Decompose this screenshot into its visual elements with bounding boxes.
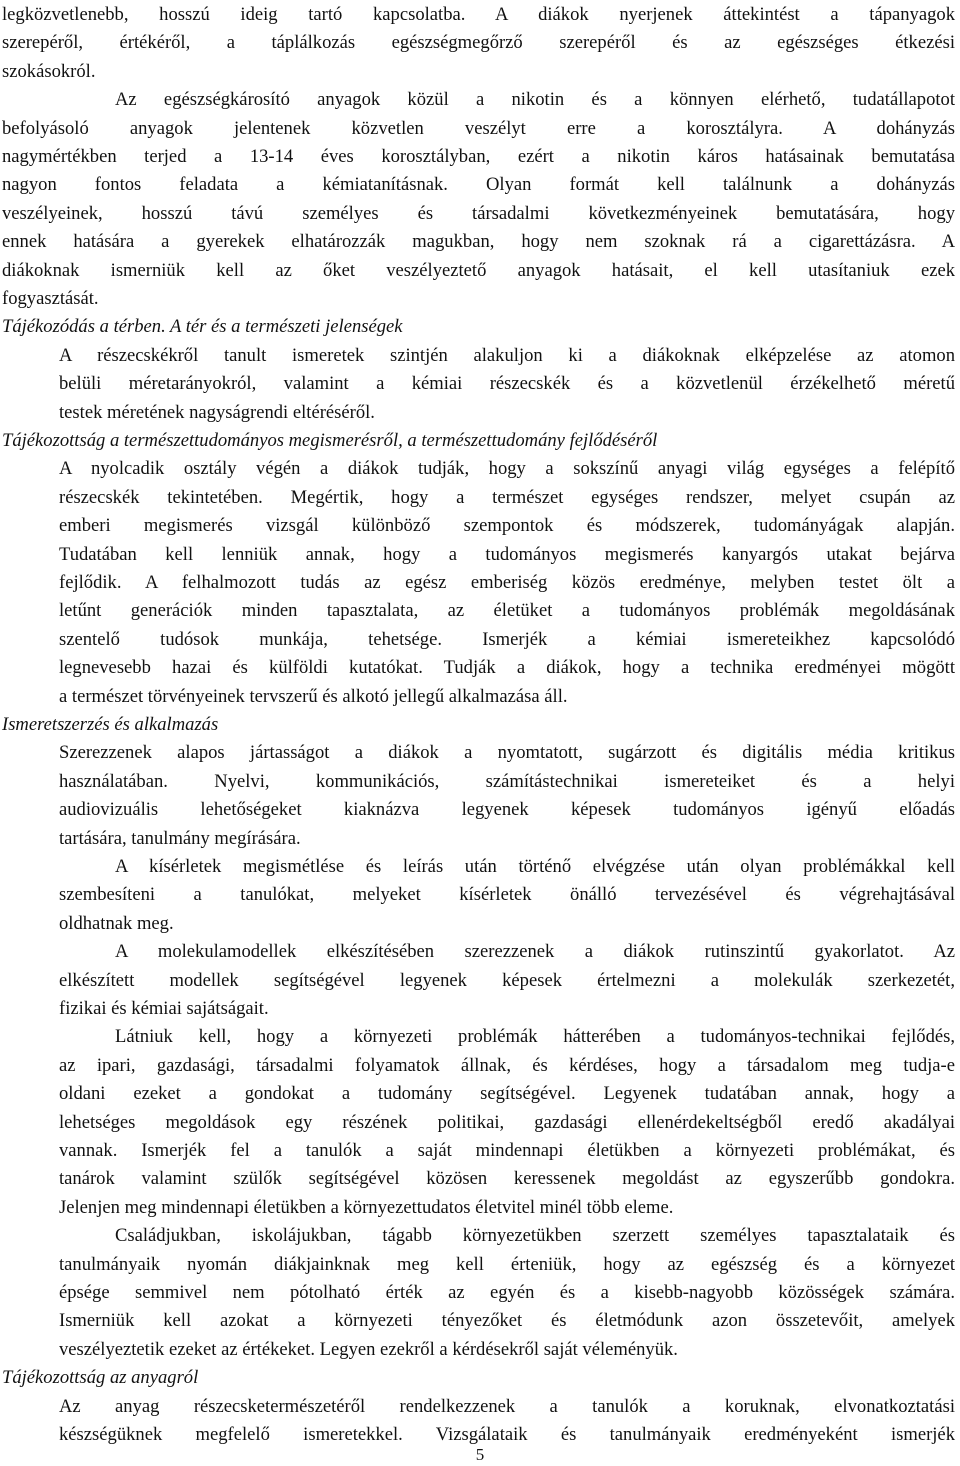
section-heading: Tájékozódás a térben. A tér és a természeti jelenségek — [2, 316, 403, 338]
text-line: belüli méretarányokról, valamint a kémiai részecskék és a közvetlenül érzékelhető méretű — [59, 373, 955, 395]
text-line: a természet törvényeinek tervszerű és alkotó jellegű alkalmazása áll. — [59, 685, 568, 707]
text-line: diákoknak ismerniük kell az őket veszélyeztető anyagok hatásait, el kell utasítaniuk ezek — [2, 259, 955, 281]
text-line: elkészített modellek segítségével legyenek képesek értelmezni a molekulák szerkezetét, — [59, 969, 955, 991]
text-line: oldani ezeket a gondokat a tudomány segítségével. Legyenek tudatában annak, hogy a — [59, 1083, 955, 1105]
text-line: szerepéről, értékéről, a táplálkozás egészségmegőrző szerepéről és az egészséges étkezési — [2, 32, 955, 54]
text-line: készségüknek megfelelő ismeretekkel. Vizsgálataik és tanulmányaik eredményeként ismerjék — [59, 1424, 955, 1445]
text-line: épsége semmivel nem pótolható érték az egyén és a kisebb-nagyobb közösségek számára. — [59, 1282, 955, 1303]
text-line: szokásokról. — [2, 60, 96, 82]
text-line: szembesíteni a tanulókat, melyeket kísérletek önálló tervezésével és végrehajtásával — [59, 884, 955, 906]
text-line: fizikai és kémiai sajátságait. — [59, 998, 269, 1019]
text-line: Tudatában kell lenniük annak, hogy a tudományos megismerés kanyargós utakat bejárva — [59, 543, 955, 565]
text-line: legközvetlenebb, hosszú ideig tartó kapcsolatba. A diákok nyerjenek áttekintést a tápanyagok — [2, 4, 955, 25]
text-line: Családjukban, iskolájukban, tágabb környezetükben szerzett személyes tapasztalataik és — [115, 1225, 955, 1247]
text-line: használatában. Nyelvi, kommunikációs, számítástechnikai ismereteiket és a helyi — [59, 770, 955, 792]
text-line: az ipari, gazdasági, társadalmi folyamatok állnak, és kérdéses, hogy a társadalom meg tudja-e — [59, 1054, 955, 1076]
text-line: részecskék tekintetében. Megértik, hogy a természet egységes rendszer, melyet csupán az — [59, 486, 955, 508]
text-line: tanulmányaik nyomán diákjainknak meg kell érteniük, hogy az egészség és a környezet — [59, 1253, 955, 1275]
text-line: A kísérletek megismétlése és leírás után történő elvégzése után olyan problémákkal kell — [115, 856, 955, 877]
text-line: szentelő tudósok munkája, tehetsége. Ismerjék a kémiai ismereteikhez kapcsolódó — [59, 628, 955, 650]
text-line: Látniuk kell, hogy a környezeti problémák hátterében a tudományos-technikai fejlődés, — [115, 1026, 955, 1048]
text-line: nagyon fontos feladata a kémiatanításnak. Olyan formát kell találnunk a dohányzás — [2, 174, 955, 196]
text-line: tanárok valamint szülők segítségével közösen keressenek megoldást az egyszerűbb gondokra. — [59, 1168, 955, 1190]
text-line: emberi megismerés vizsgál különböző szempontok és módszerek, tudományágak alapján. — [59, 515, 955, 537]
text-line: A részecskékről tanult ismeretek szintjén alakuljon ki a diákoknak elképzelése az atomon — [59, 344, 955, 366]
text-line: vannak. Ismerjék fel a tanulók a saját mindennapi életükben a környezeti problémákat, és — [59, 1140, 955, 1161]
text-line: oldhatnak meg. — [59, 912, 174, 934]
text-line: legnevesebb hazai és külföldi kutatókat. Tudják a diákok, hogy a technika eredményei mögött — [59, 657, 955, 679]
text-line: befolyásoló anyagok jelentenek közvetlen veszélyt erre a korosztályra. A dohányzás — [2, 117, 955, 139]
text-line: Szerezzenek alapos jártasságot a diákok a nyomtatott, sugárzott és digitális média kritikus — [59, 742, 955, 764]
text-line: fejlődik. A felhalmozott tudás az egész emberiség közös eredménye, melyben testet ölt a — [59, 572, 955, 593]
text-line: letűnt generációk minden tapasztalata, az életüket a tudományos problémák megoldásának — [59, 600, 955, 622]
text-line: tartására, tanulmány megírására. — [59, 827, 301, 849]
text-line: audiovizuális lehetőségeket kiaknázva legyenek képesek tudományos igényű előadás — [59, 799, 955, 821]
text-line: veszélyeinek, hosszú távú személyes és társadalmi következményeinek bemutatására, hogy — [2, 202, 955, 224]
text-line: testek méretének nagyságrendi eltéréséről. — [59, 401, 375, 423]
text-line: Ismerniük kell azokat a környezeti tényezőket és életmódunk azon összetevőit, amelyek — [59, 1310, 955, 1332]
text-line: fogyasztását. — [2, 288, 99, 309]
section-heading: Tájékozottság a természettudományos megismerésről, a természettudomány fejlődéséről — [2, 430, 658, 451]
text-line: Jelenjen meg mindennapi életükben a környezettudatos életvitel minél több eleme. — [59, 1196, 674, 1218]
section-heading: Ismeretszerzés és alkalmazás — [2, 714, 219, 735]
page-number: 5 — [475, 1445, 485, 1464]
text-line: Az anyag részecsketermészetéről rendelkezzenek a tanulók a koruknak, elvonatkoztatási — [59, 1395, 955, 1417]
text-line: lehetséges megoldások egy részének politikai, gazdasági ellenérdekeltségből eredő akadályai — [59, 1111, 955, 1133]
text-line: ennek hatására a gyerekek elhatározzák magukban, hogy nem szoknak rá a cigarettázásra. A — [2, 231, 955, 253]
section-heading: Tájékozottság az anyagról — [2, 1367, 199, 1389]
text-line: Az egészségkárosító anyagok közül a nikotin és a könnyen elérhető, tudatállapotot — [115, 89, 955, 111]
text-line: A molekulamodellek elkészítésében szerezzenek a diákok rutinszintű gyakorlatot. Az — [115, 941, 955, 963]
text-line: veszélyeztetik ezeket az értékeket. Legyen ezekről a kérdésekről saját véleményük. — [59, 1338, 678, 1360]
text-line: nagymértékben terjed a 13-14 éves korosztályban, ezért a nikotin káros hatásainak bemutatása — [2, 146, 955, 167]
text-line: A nyolcadik osztály végén a diákok tudják, hogy a sokszínű anyagi világ egységes a felépítő — [59, 458, 955, 480]
